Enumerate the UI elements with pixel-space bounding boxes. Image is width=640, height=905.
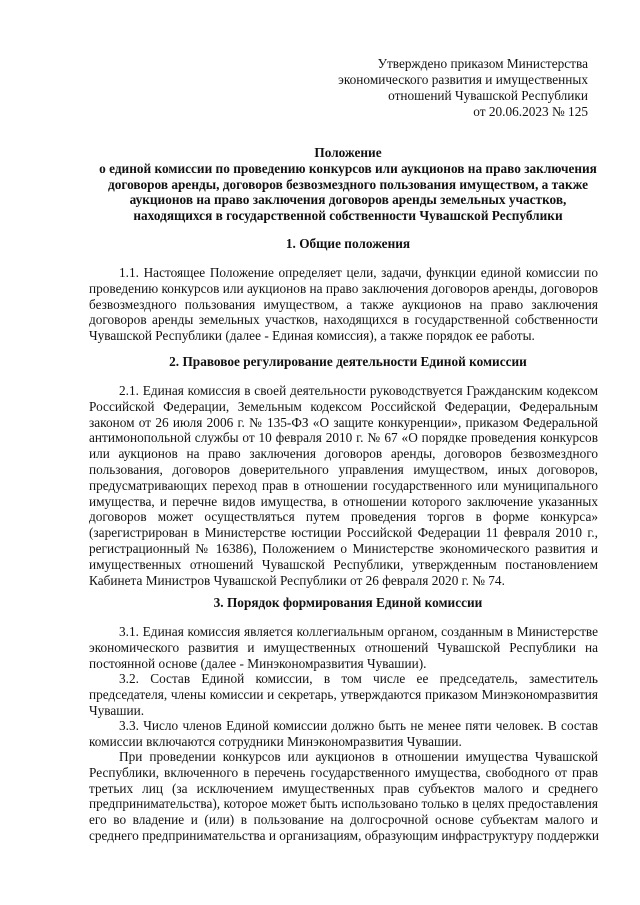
paragraph-line: Чувашии. xyxy=(89,702,145,718)
paragraph-line: комиссии включаются сотрудники Минэкономразвития Чувашии. xyxy=(89,733,462,749)
approval-line: Утверждено приказом Министерства xyxy=(377,56,588,71)
approval-line: экономического развития и имущественных xyxy=(338,72,588,87)
paragraph-3-3 xyxy=(89,718,598,750)
approval-line: отношений Чувашской Республики xyxy=(388,88,588,103)
paragraph-line: 1.1. Настоящее Положение определяет цели, задачи, функции единой комиссии по xyxy=(119,265,598,280)
paragraph-line: предпринимательства), которое может быть использовано только в целях предоставления xyxy=(89,796,598,812)
paragraph-line: безвозмездного пользования имуществом, а также аукционов на право заключения xyxy=(89,296,598,312)
paragraph-2-1 xyxy=(89,383,598,588)
paragraph-line: Кабинета Министров Чувашской Республики от 26 февраля 2020 г. № 74. xyxy=(89,572,505,588)
title-line: о единой комиссии по проведению конкурсов или аукционов на право заключения xyxy=(99,160,597,176)
paragraph-3-4 xyxy=(89,749,598,844)
paragraph-line: пользования, договоров доверительного управления имуществом, иных договоров, xyxy=(89,461,598,477)
section-heading-3: 3. Порядок формирования Единой комиссии xyxy=(213,595,483,610)
paragraph-line: имущественных отношений Чувашской Республики, утвержденным постановлением xyxy=(89,556,598,572)
paragraph-line: При проведении конкурсов или аукционов в отношении имущества Чувашской xyxy=(119,749,598,764)
title-line: аукционов на право заключения договоров аренды земельных участков, xyxy=(129,192,567,208)
paragraph-line: председателя, члены комиссии и секретарь, утверждаются приказом Минэкономразвития xyxy=(89,686,598,702)
paragraph-line: его во владение и (или) в пользование на долгосрочной основе субъектам малого и xyxy=(89,812,598,828)
paragraph-line: 3.3. Число членов Единой комиссии должно быть не менее пяти человек. В состав xyxy=(119,718,598,733)
paragraph-line: договоров аренды земельных участков, находящихся в государственной собственности xyxy=(89,312,598,328)
section-heading-1: 1. Общие положения xyxy=(285,236,411,251)
paragraph-line: проведению конкурсов или аукционов на право заключения договоров аренды, договоров xyxy=(89,280,599,296)
paragraph-line: законом от 26 июля 2006 г. № 135-ФЗ «О защите конкуренции», приказом Федеральной xyxy=(89,414,598,430)
paragraph-line: (зарегистрирован в Министерстве юстиции Российской Федерации 11 февраля 2010 г., xyxy=(89,525,598,541)
paragraph-line: Чувашской Республики (далее - Единая комиссия), а также порядок ее работы. xyxy=(89,328,535,344)
paragraph-line: имущества, и перечне видов имущества, в отношении которого заключение указанных xyxy=(89,493,598,509)
paragraph-line: постоянной основе (далее - Минэкономразвития Чувашии). xyxy=(89,655,427,671)
paragraph-line: или аукционов на право заключения договоров аренды, договоров безвозмездного xyxy=(89,446,598,462)
paragraph-line: Российской Федерации, Земельным кодексом Российской Федерации, Федеральным xyxy=(89,398,598,414)
paragraph-line: 2.1. Единая комиссия в своей деятельности руководствуется Гражданским кодексом xyxy=(119,383,598,398)
title-line: Положение xyxy=(314,145,382,160)
paragraph-line: 3.1. Единая комиссия является коллегиальным органом, созданным в Министерстве xyxy=(119,624,598,639)
paragraph-3-2 xyxy=(89,671,598,718)
paragraph-line: предусматривающих переход прав в отношении государственного или муниципального xyxy=(89,477,598,493)
paragraph-line: экономического развития и имущественных отношений Чувашской Республики на xyxy=(89,639,598,655)
paragraph-1-1 xyxy=(89,265,598,344)
paragraph-line: договоров может осуществляться путем проведения торгов в форме конкурса» xyxy=(89,509,598,525)
paragraph-line: третьих лиц (за исключением имущественных прав субъектов малого и среднего xyxy=(89,780,598,796)
title-line: находящихся в государственной собственности Чувашской Республики xyxy=(133,208,563,224)
title-line: договоров аренды, договоров безвозмездного пользования имуществом, а также xyxy=(108,176,588,192)
section-heading-2: 2. Правовое регулирование деятельности Единой комиссии xyxy=(169,354,527,369)
document-title xyxy=(84,145,612,224)
approval-stamp xyxy=(330,56,588,120)
paragraph-line: среднего предпринимательства и организациям, образующим инфраструктуру поддержки xyxy=(89,827,599,843)
paragraph-line: Республики, включенного в перечень государственного имущества, свободного от прав xyxy=(89,764,598,780)
paragraph-line: 3.2. Состав Единой комиссии, в том числе ее председатель, заместитель xyxy=(119,671,598,686)
paragraph-3-1 xyxy=(89,624,598,671)
paragraph-line: регистрационный № 16386), Положением о Министерстве экономического развития и xyxy=(89,540,598,556)
approval-date-line: от 20.06.2023 № 125 xyxy=(473,104,588,119)
paragraph-line: антимонопольной службы от 10 февраля 2010 г. № 67 «О порядке проведения конкурсов xyxy=(89,430,598,446)
